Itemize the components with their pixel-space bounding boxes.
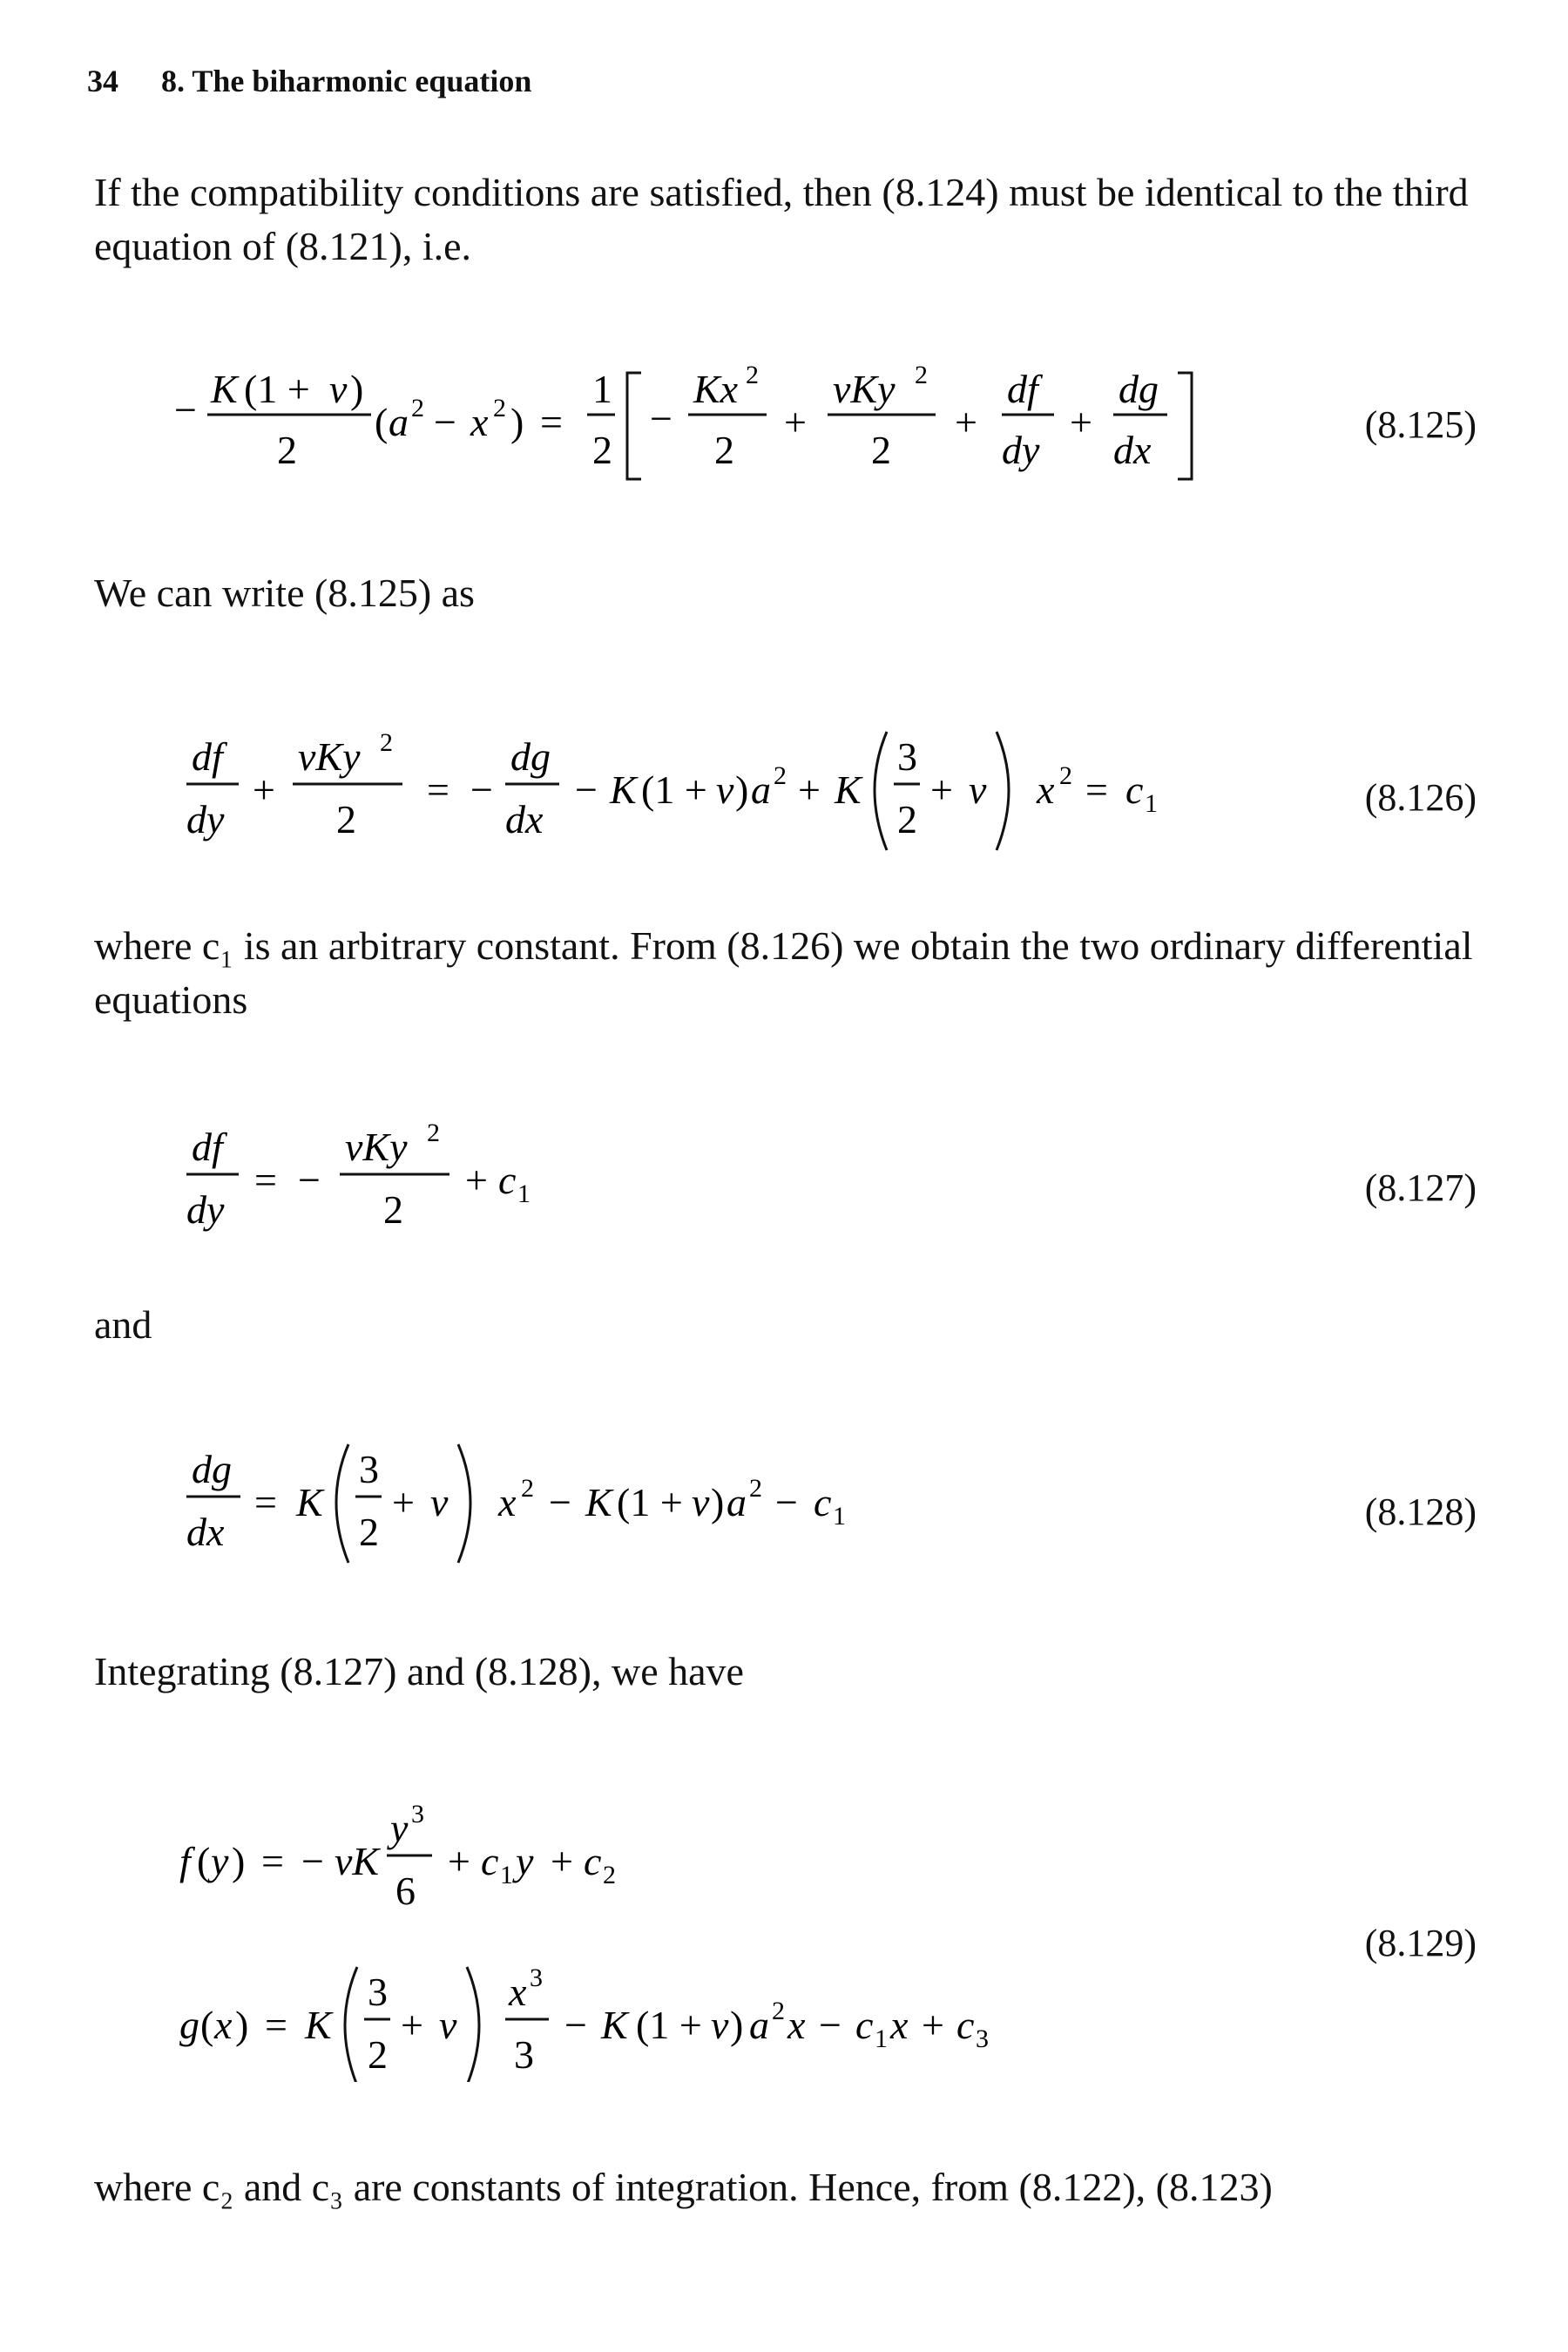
svg-text:y: y	[211, 1839, 229, 1883]
svg-text:3: 3	[976, 2024, 989, 2053]
svg-text:3: 3	[359, 1447, 379, 1491]
page-number: 34	[87, 64, 118, 98]
svg-text:+: +	[401, 2003, 423, 2047]
svg-text:2: 2	[383, 1187, 403, 1232]
svg-text:1: 1	[833, 1502, 846, 1531]
svg-text:dg: dg	[1119, 367, 1159, 411]
svg-text:6: 6	[395, 1869, 416, 1913]
svg-text:): )	[735, 767, 749, 812]
svg-text:y: y	[516, 1839, 534, 1883]
section-title: 8. The biharmonic equation	[161, 64, 532, 98]
svg-text:K: K	[610, 767, 637, 812]
svg-text:x: x	[787, 2003, 806, 2047]
paragraph-2: We can write (8.125) as	[94, 571, 475, 615]
svg-text:x: x	[509, 1970, 527, 2014]
svg-text:2: 2	[774, 761, 787, 790]
svg-text:2: 2	[592, 428, 612, 472]
svg-text:): )	[350, 367, 364, 411]
svg-text:df: df	[192, 734, 223, 779]
svg-text:K: K	[835, 767, 862, 812]
svg-text:c: c	[498, 1158, 517, 1202]
svg-text:+: +	[955, 400, 977, 444]
equation-8-125-math	[157, 348, 1463, 497]
svg-text:2: 2	[746, 361, 759, 389]
svg-text:+: +	[392, 1480, 415, 1524]
svg-text:dg: dg	[192, 1447, 232, 1491]
svg-text:K: K	[585, 1480, 612, 1524]
equation-number: (8.125)	[1364, 403, 1477, 446]
svg-text:y: y	[390, 1806, 409, 1850]
svg-text:(: (	[197, 1839, 211, 1883]
svg-text:+: +	[922, 2003, 944, 2047]
svg-text:(: (	[375, 400, 389, 444]
svg-text:): )	[235, 2003, 249, 2047]
equation-8-126-math	[174, 714, 1481, 871]
svg-text:1: 1	[517, 1179, 531, 1208]
svg-text:+: +	[930, 767, 953, 812]
svg-text:f: f	[179, 1839, 191, 1883]
svg-text:c: c	[1125, 767, 1144, 812]
svg-text:2: 2	[915, 361, 928, 389]
svg-text:2: 2	[871, 428, 891, 472]
svg-text:2: 2	[277, 428, 297, 472]
svg-text:3: 3	[411, 1800, 424, 1828]
equation-number: (8.128)	[1364, 1490, 1477, 1533]
svg-text:c: c	[855, 2003, 874, 2047]
svg-text:dy: dy	[186, 1187, 225, 1232]
equation-8-127	[0, 1106, 1568, 1254]
svg-text:g: g	[179, 2003, 199, 2047]
svg-text:(: (	[200, 2003, 214, 2047]
svg-text:2: 2	[772, 1997, 785, 2025]
svg-text:νK: νK	[335, 1839, 380, 1883]
svg-text:c: c	[584, 1839, 602, 1883]
svg-text:a: a	[751, 767, 771, 812]
svg-text:+: +	[448, 1839, 470, 1883]
svg-text:+: +	[784, 400, 807, 444]
svg-text:a: a	[389, 400, 409, 444]
equation-8-126	[0, 714, 1568, 871]
svg-text:νKy: νKy	[298, 734, 361, 779]
svg-text:a: a	[727, 1480, 747, 1524]
svg-text:x: x	[498, 1480, 517, 1524]
paragraph-3: where c₁ is an arbitrary constant. From (8.126) we obtain the two ordinary differential equations	[94, 923, 1473, 1022]
svg-text:=: =	[261, 1839, 284, 1883]
svg-text:=: =	[254, 1158, 277, 1202]
running-header	[87, 63, 531, 99]
svg-text:2: 2	[897, 797, 917, 841]
svg-text:−: −	[775, 1480, 798, 1524]
svg-text:3: 3	[368, 1970, 388, 2014]
svg-text:): )	[730, 2003, 744, 2047]
svg-text:x: x	[1037, 767, 1055, 812]
svg-text:−: −	[301, 1839, 324, 1883]
svg-text:(1 +: (1 +	[636, 2003, 702, 2047]
svg-text:+: +	[798, 767, 821, 812]
svg-text:2: 2	[380, 728, 393, 757]
svg-text:=: =	[265, 2003, 287, 2047]
svg-text:2: 2	[368, 2032, 388, 2077]
svg-text:(1 +: (1 +	[617, 1480, 683, 1524]
svg-text:−: −	[819, 2003, 841, 2047]
svg-text:−: −	[470, 767, 493, 812]
svg-text:Kx: Kx	[693, 367, 739, 411]
svg-text:c: c	[956, 2003, 975, 2047]
svg-text:=: =	[540, 400, 563, 444]
equation-8-125	[0, 348, 1568, 497]
svg-text:K: K	[211, 367, 238, 411]
equation-8-129-math	[174, 1777, 1220, 2082]
svg-text:2: 2	[749, 1474, 762, 1503]
svg-text:dy: dy	[186, 797, 225, 841]
equation-8-128-math	[174, 1429, 1220, 1585]
svg-text:2: 2	[521, 1474, 534, 1503]
svg-text:ν: ν	[692, 1480, 710, 1524]
equation-number: (8.129)	[1364, 1922, 1477, 1964]
svg-text:ν: ν	[329, 367, 348, 411]
svg-text:−: −	[650, 396, 672, 441]
svg-text:−: −	[434, 400, 456, 444]
svg-text:νKy: νKy	[345, 1125, 408, 1169]
svg-text:ν: ν	[439, 2003, 457, 2047]
svg-text:2: 2	[411, 394, 424, 422]
equation-8-128	[0, 1429, 1568, 1585]
paragraph-6: where c₂ and c₃ are constants of integration. Hence, from (8.122), (8.123)	[94, 2165, 1273, 2209]
svg-text:2: 2	[493, 394, 506, 422]
svg-text:3: 3	[530, 1963, 543, 1992]
equation-number: (8.126)	[1364, 776, 1477, 819]
svg-text:+: +	[1070, 400, 1092, 444]
svg-text:dx: dx	[186, 1510, 225, 1554]
paragraph-4: and	[94, 1302, 152, 1347]
svg-text:K: K	[296, 1480, 323, 1524]
svg-text:1: 1	[592, 367, 612, 411]
svg-text:K: K	[305, 2003, 332, 2047]
svg-text:K: K	[601, 2003, 628, 2047]
svg-text:2: 2	[427, 1119, 440, 1147]
svg-text:=: =	[427, 767, 449, 812]
svg-text:ν: ν	[716, 767, 734, 812]
svg-text:+: +	[253, 767, 275, 812]
paragraph-5: Integrating (8.127) and (8.128), we have	[94, 1649, 744, 1693]
svg-text:ν: ν	[430, 1480, 449, 1524]
svg-text:(1 +: (1 +	[641, 767, 707, 812]
svg-text:): )	[711, 1480, 725, 1524]
svg-text:dg: dg	[510, 734, 551, 779]
svg-text:2: 2	[1059, 761, 1072, 790]
svg-text:−: −	[564, 2003, 587, 2047]
svg-text:dx: dx	[505, 797, 544, 841]
svg-text:ν: ν	[711, 2003, 729, 2047]
svg-text:−: −	[298, 1158, 321, 1202]
svg-text:+: +	[551, 1839, 573, 1883]
svg-text:x: x	[214, 2003, 233, 2047]
svg-text:2: 2	[336, 797, 356, 841]
svg-text:2: 2	[714, 428, 734, 472]
paragraph-1: If the compatibility conditions are satisfied, then (8.124) must be identical to the third equation of (8.121), i.e.	[94, 170, 1469, 268]
svg-text:3: 3	[514, 2032, 534, 2077]
svg-text:−: −	[549, 1480, 571, 1524]
svg-text:2: 2	[603, 1861, 616, 1889]
svg-text:1: 1	[875, 2024, 888, 2053]
svg-text:−: −	[174, 388, 197, 432]
svg-text:c: c	[481, 1839, 499, 1883]
svg-text:x: x	[470, 400, 489, 444]
svg-text:dx: dx	[1113, 428, 1152, 472]
svg-text:ν: ν	[969, 767, 987, 812]
equation-8-127-math	[174, 1106, 1045, 1254]
svg-text:−: −	[575, 767, 598, 812]
svg-text:a: a	[749, 2003, 769, 2047]
svg-text:x: x	[890, 2003, 909, 2047]
equation-number: (8.127)	[1364, 1166, 1477, 1209]
svg-text:df: df	[192, 1125, 223, 1169]
svg-text:df: df	[1007, 367, 1038, 411]
svg-text:): )	[232, 1839, 246, 1883]
svg-text:): )	[510, 400, 524, 444]
svg-text:=: =	[254, 1480, 277, 1524]
svg-text:=: =	[1085, 767, 1108, 812]
svg-text:(1 +: (1 +	[244, 367, 310, 411]
svg-text:1: 1	[1145, 789, 1158, 818]
svg-text:3: 3	[897, 734, 917, 779]
svg-text:1: 1	[500, 1861, 513, 1889]
svg-text:2: 2	[359, 1510, 379, 1554]
svg-text:dy: dy	[1002, 428, 1040, 472]
svg-text:+: +	[465, 1158, 488, 1202]
equation-8-129	[0, 1777, 1568, 2082]
svg-text:νKy: νKy	[833, 367, 896, 411]
svg-text:c: c	[814, 1480, 832, 1524]
